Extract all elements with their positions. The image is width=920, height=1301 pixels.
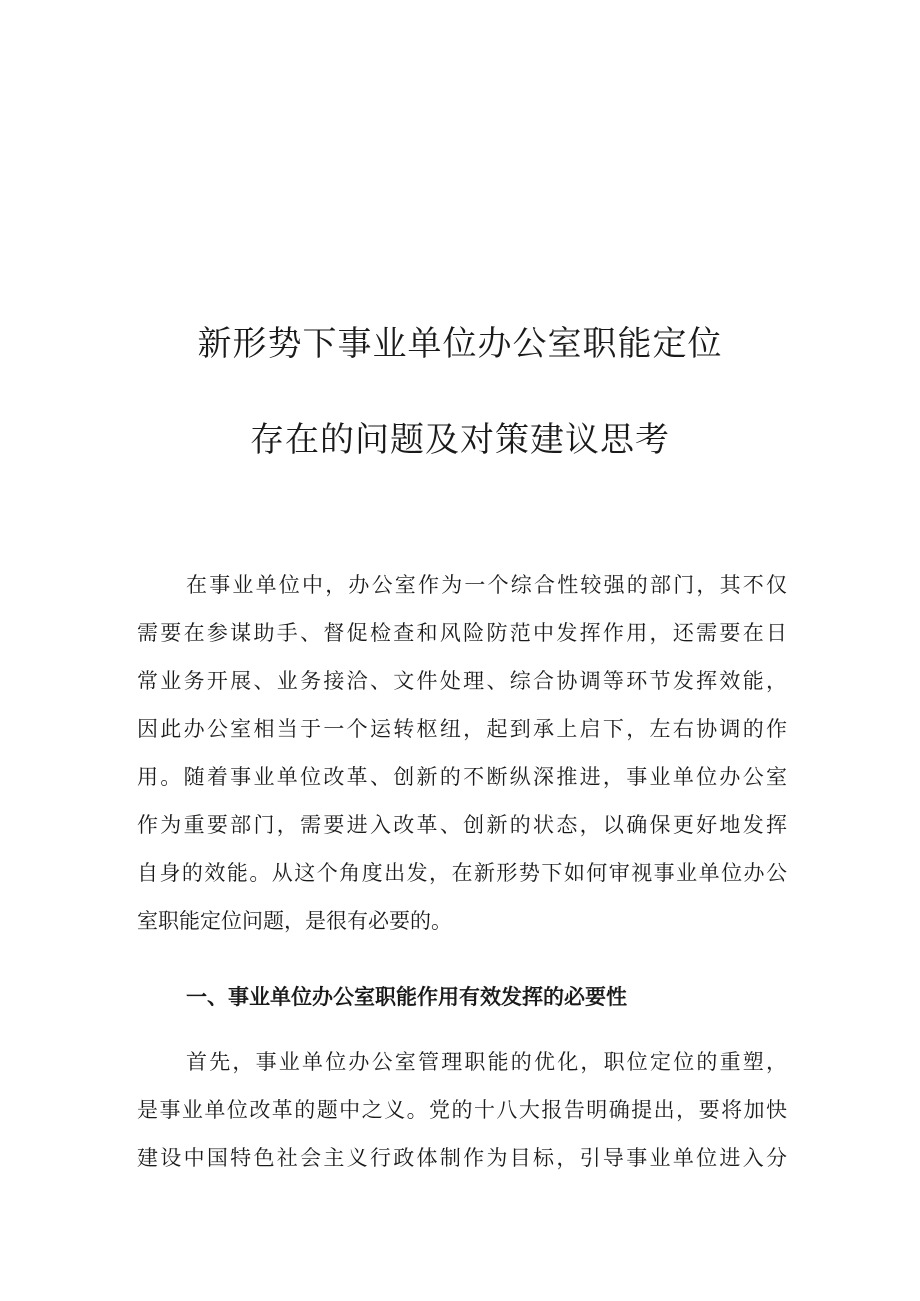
paragraph-line: 常业务开展、业务接洽、文件处理、综合协调等环节发挥效能，: [137, 669, 787, 693]
paragraph-line: 首先，事业单位办公室管理职能的优化，职位定位的重塑，: [186, 1050, 787, 1074]
document-title-line-1: 新形势下事业单位办公室职能定位: [197, 324, 723, 364]
paragraph-line: 在事业单位中，办公室作为一个综合性较强的部门，其不仅: [186, 573, 787, 597]
document-title-line-2: 存在的问题及对策建议思考: [250, 420, 670, 460]
paragraph-line: 自身的效能。从这个角度出发，在新形势下如何审视事业单位办公: [137, 861, 787, 885]
paragraph-line: 是事业单位改革的题中之义。党的十八大报告明确提出，要将加快: [137, 1098, 787, 1122]
paragraph-line: 作为重要部门，需要进入改革、创新的状态，以确保更好地发挥: [137, 813, 787, 837]
paragraph-line: 建设中国特色社会主义行政体制作为目标，引导事业单位进入分: [137, 1146, 787, 1170]
paragraph-line: 室职能定位问题，是很有必要的。: [137, 909, 452, 933]
paragraph-line: 因此办公室相当于一个运转枢纽，起到承上启下，左右协调的作: [137, 717, 787, 741]
section-heading: 一、事业单位办公室职能作用有效发挥的必要性: [186, 985, 627, 1009]
paragraph-line: 需要在参谋助手、督促检查和风险防范中发挥作用，还需要在日: [137, 621, 787, 645]
paragraph-line: 用。随着事业单位改革、创新的不断纵深推进，事业单位办公室: [137, 765, 787, 789]
